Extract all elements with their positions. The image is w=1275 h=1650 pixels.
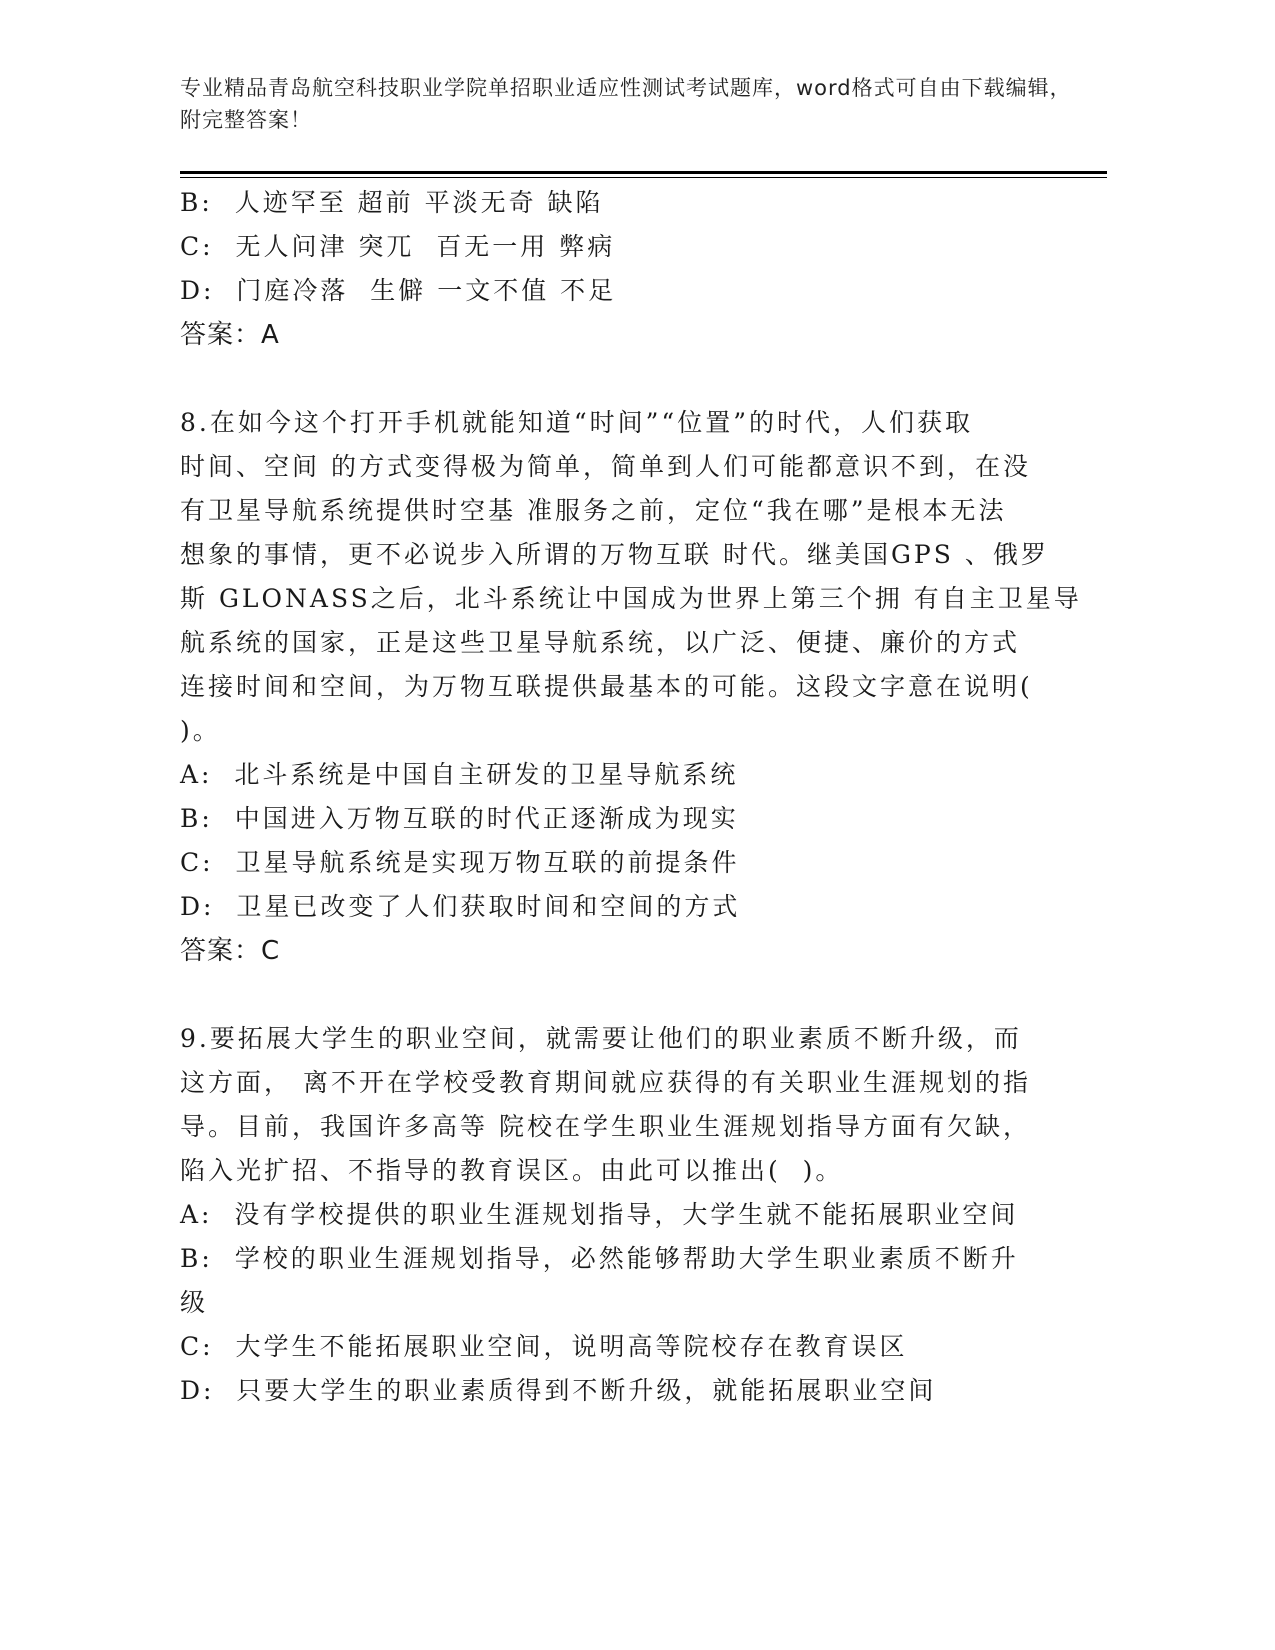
question-content <box>180 181 1082 1413</box>
question-7 <box>180 181 1040 357</box>
option-b-continued: 级 <box>180 1288 209 1317</box>
question-9-stem-line: 导。目前，我国许多高等 院校在学生职业生涯规划指导方面有欠缺， <box>180 1112 1031 1141</box>
option-c: C: 无人问津 突兀 百无一用 弊病 <box>180 232 616 261</box>
document-header: 专业精品青岛航空科技职业学院单招职业适应性测试考试题库，word格式可自由下载编辑，附完整答案！ <box>180 76 1072 132</box>
question-8-stem-line: 8.在如今这个打开手机就能知道“时间”“位置”的时代，人们获取 <box>180 408 973 437</box>
question-8-stem-line: 有卫星导航系统提供时空基 准服务之前，定位“我在哪”是根本无法 <box>180 496 1007 525</box>
question-9-stem-line: 陷入光扩招、不指导的教育误区。由此可以推出( )。 <box>180 1156 844 1185</box>
option-b: B: 中国进入万物互联的时代正逐渐成为现实 <box>180 804 739 833</box>
question-8-stem-line: 时间、空间 的方式变得极为简单，简单到人们可能都意识不到，在没 <box>180 452 1031 481</box>
question-9-stem-line: 9.要拓展大学生的职业空间，就需要让他们的职业素质不断升级，而 <box>180 1024 1022 1053</box>
question-8 <box>180 401 1082 973</box>
question-8-stem-line: 连接时间和空间，为万物互联提供最基本的可能。这段文字意在说明( <box>180 672 1033 701</box>
option-d: D: 卫星已改变了人们获取时间和空间的方式 <box>180 892 741 921</box>
header-rule-thin <box>180 177 1107 178</box>
spacer <box>180 973 1040 1017</box>
option-d: D: 门庭冷落 生僻 一文不值 不足 <box>180 276 617 305</box>
header-rule-thick <box>180 171 1107 174</box>
question-8-stem-line: 斯 GLONASS之后，北斗系统让中国成为世界上第三个拥 有自主卫星导 <box>180 584 1082 613</box>
option-b: B: 学校的职业生涯规划指导，必然能够帮助大学生职业素质不断升 <box>180 1244 1019 1273</box>
question-9-stem-line: 这方面， 离不开在学校受教育期间就应获得的有关职业生涯规划的指 <box>180 1068 1031 1097</box>
option-c: C: 大学生不能拓展职业空间，说明高等院校存在教育误区 <box>180 1332 908 1361</box>
question-8-stem-line: )。 <box>180 716 221 745</box>
option-a: A: 北斗系统是中国自主研发的卫星导航系统 <box>180 760 739 789</box>
answer-7: 答案：A <box>180 320 280 350</box>
answer-8: 答案：C <box>180 936 281 966</box>
option-b: B: 人迹罕至 超前 平淡无奇 缺陷 <box>180 188 604 217</box>
question-8-stem-line: 航系统的国家，正是这些卫星导航系统，以广泛、便捷、廉价的方式 <box>180 628 1021 657</box>
question-9 <box>180 1017 1040 1413</box>
spacer <box>180 357 1040 401</box>
option-a: A: 没有学校提供的职业生涯规划指导，大学生就不能拓展职业空间 <box>180 1200 1019 1229</box>
question-8-stem-line: 想象的事情，更不必说步入所谓的万物互联 时代。继美国GPS 、俄罗 <box>180 540 1049 569</box>
option-d: D: 只要大学生的职业素质得到不断升级，就能拓展职业空间 <box>180 1376 937 1405</box>
option-c: C: 卫星导航系统是实现万物互联的前提条件 <box>180 848 740 877</box>
